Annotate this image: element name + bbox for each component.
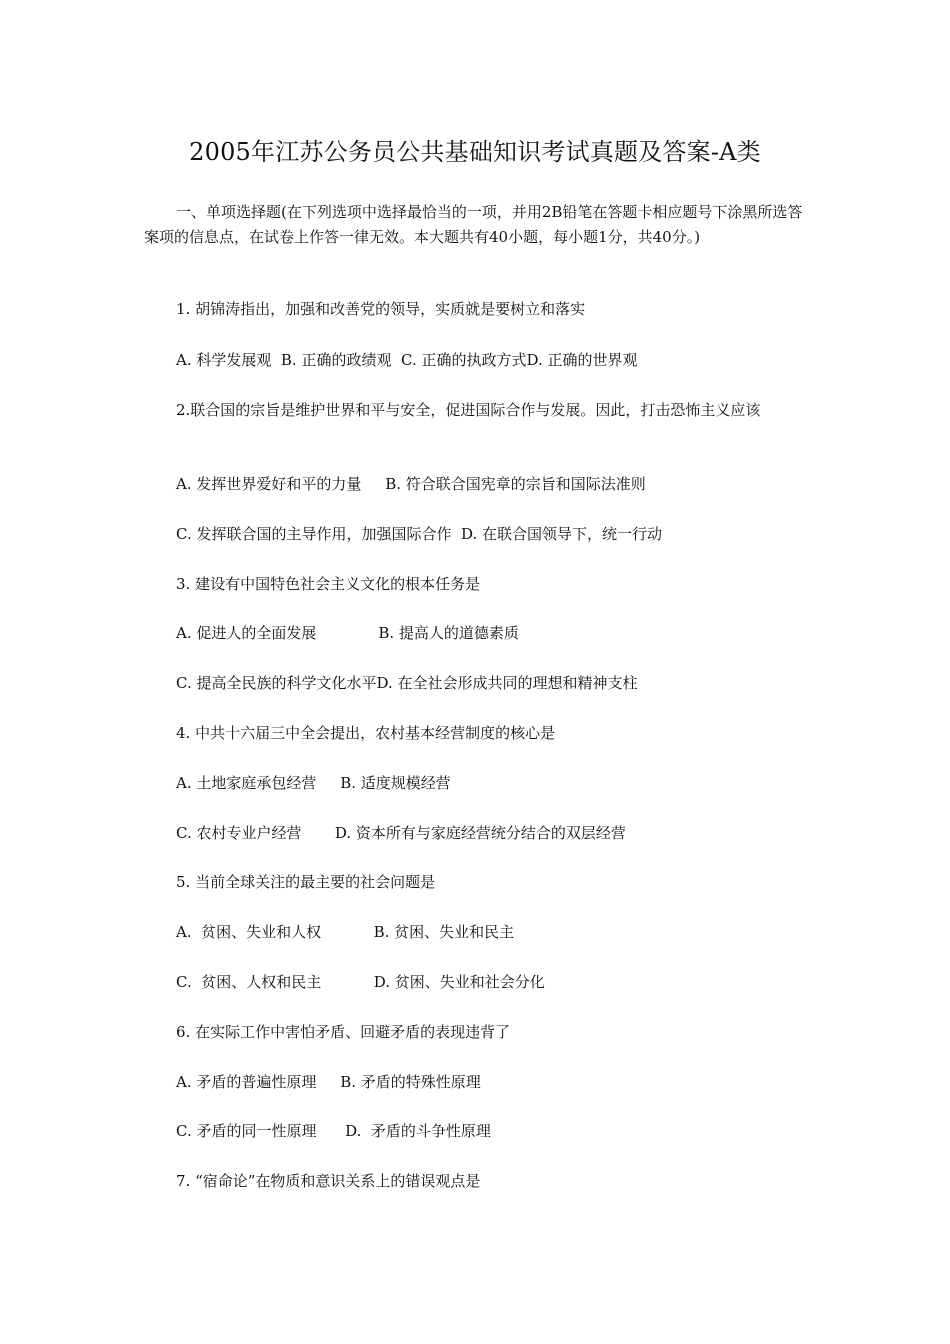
question-3-options-ab: A. 促进人的全面发展 B. 提高人的道德素质 — [176, 624, 519, 642]
question-1-options: A. 科学发展观 B. 正确的政绩观 C. 正确的执政方式D. 正确的世界观 — [176, 351, 638, 369]
question-5-options-ab: A. 贫困、失业和人权 B. 贫困、失业和民主 — [176, 923, 515, 941]
question-4-options-ab: A. 土地家庭承包经营 B. 适度规模经营 — [176, 774, 451, 792]
question-5-stem: 5. 当前全球关注的最主要的社会问题是 — [176, 873, 436, 891]
question-6-stem: 6. 在实际工作中害怕矛盾、回避矛盾的表现违背了 — [176, 1023, 511, 1041]
question-3-stem: 3. 建设有中国特色社会主义文化的根本任务是 — [176, 575, 481, 593]
question-3-options-cd: C. 提高全民族的科学文化水平D. 在全社会形成共同的理想和精神支柱 — [176, 674, 638, 692]
question-1-stem: 1. 胡锦涛指出，加强和改善党的领导，实质就是要树立和落实 — [176, 300, 586, 318]
question-6-options-cd: C. 矛盾的同一性原理 D. 矛盾的斗争性原理 — [176, 1122, 491, 1140]
question-4-stem: 4. 中共十六届三中全会提出，农村基本经营制度的核心是 — [176, 724, 556, 742]
document-title: 2005年江苏公务员公共基础知识考试真题及答案-A类 — [189, 138, 761, 166]
question-2-options-ab: A. 发挥世界爱好和平的力量 B. 符合联合国宪章的宗旨和国际法准则 — [176, 475, 646, 493]
question-6-options-ab: A. 矛盾的普遍性原理 B. 矛盾的特殊性原理 — [176, 1073, 481, 1091]
question-4-options-cd: C. 农村专业户经营 D. 资本所有与家庭经营统分结合的双层经营 — [176, 824, 626, 842]
question-5-options-cd: C. 贫困、人权和民主 D. 贫困、失业和社会分化 — [176, 973, 545, 991]
question-7-stem: 7. “宿命论”在物质和意识关系上的错误观点是 — [176, 1172, 481, 1190]
question-2-stem: 2.联合国的宗旨是维护世界和平与安全，促进国际合作与发展。因此，打击恐怖主义应该 — [176, 401, 761, 419]
section-intro: 一、单项选择题(在下列选项中选择最恰当的一项，并用2B铅笔在答题卡相应题号下涂黑所选答案项的信息点，在试卷上作答一律无效。本大题共有40小题，每小题1分，共40分。) — [144, 203, 803, 246]
question-2-options-cd: C. 发挥联合国的主导作用，加强国际合作 D. 在联合国领导下，统一行动 — [176, 525, 663, 543]
